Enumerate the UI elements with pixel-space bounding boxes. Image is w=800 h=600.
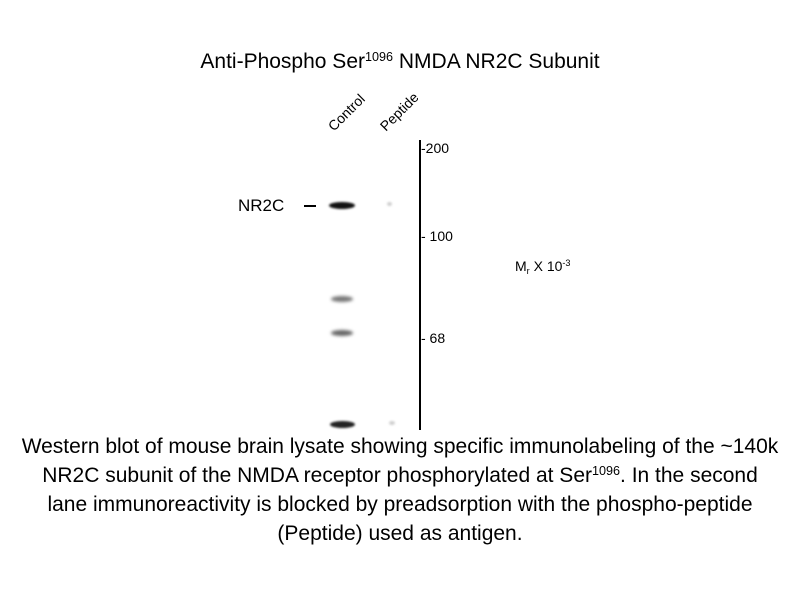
blot-band-control-nr2c bbox=[329, 202, 355, 209]
blot-band-control-lower bbox=[331, 330, 353, 336]
mw-tick-200: -200 bbox=[421, 140, 450, 156]
mw-unit-prefix: M bbox=[515, 258, 527, 274]
band-marker-label: NR2C bbox=[238, 196, 285, 215]
mw-tick-68: - 68 bbox=[421, 330, 446, 346]
figure-title bbox=[0, 50, 800, 74]
blot-band-control-bottom bbox=[330, 421, 355, 428]
mw-unit-label bbox=[515, 258, 571, 277]
blot-band-peptide-faint bbox=[387, 202, 392, 206]
blot-band-control-mid bbox=[331, 296, 353, 302]
band-marker-dash bbox=[304, 205, 316, 207]
mw-unit-superscript: -3 bbox=[562, 258, 571, 268]
lane-label-control: Control bbox=[324, 90, 368, 134]
mw-axis-line bbox=[419, 140, 421, 430]
caption-superscript: 1096 bbox=[592, 464, 621, 479]
mw-unit-subscript: r bbox=[526, 266, 530, 277]
figure-title-superscript: 1096 bbox=[365, 50, 394, 65]
figure-title-text: Anti-Phospho Ser bbox=[200, 50, 365, 73]
mw-tick-100: - 100 bbox=[421, 228, 453, 244]
lane-label-peptide: Peptide bbox=[376, 89, 422, 134]
caption-part2: . In the second lane immunoreactivity is blocked by preadsorption with the phospho-peptide (Peptide) used as antigen. bbox=[47, 464, 758, 545]
figure-title-suffix: NMDA NR2C Subunit bbox=[393, 50, 600, 73]
figure-caption bbox=[20, 432, 780, 548]
mw-unit-mid: X 10 bbox=[529, 258, 563, 274]
caption-part1: Western blot of mouse brain lysate showing specific immunolabeling of the ~140k NR2C subunit of the NMDA receptor phosphorylated at Ser bbox=[21, 435, 779, 487]
blot-band-peptide-bottom bbox=[389, 421, 395, 425]
